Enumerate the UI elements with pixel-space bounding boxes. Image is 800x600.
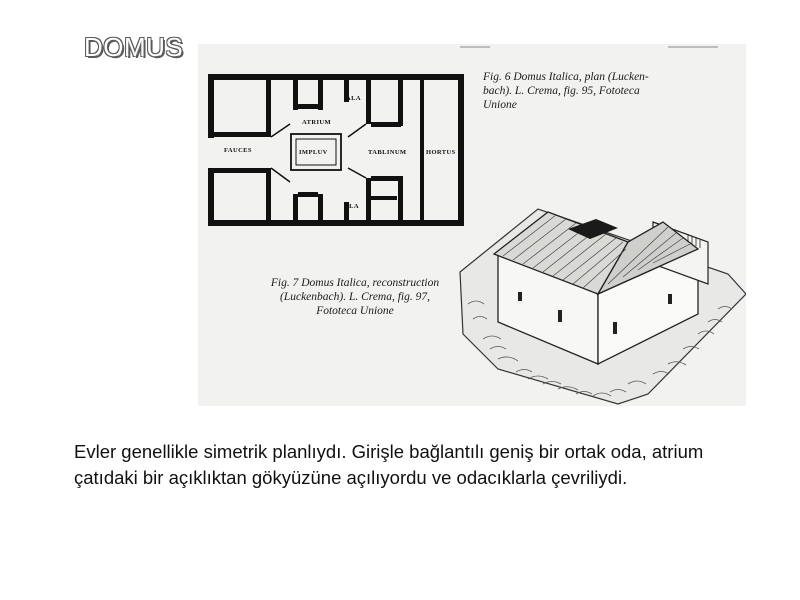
slide-body-text: Evler genellikle simetrik planlıydı. Girişle bağlantılı geniş bir ortak oda, atrium çatıdaki bir açıklıktan gökyüzüne açılıyordu ve odacıklarla çevriliydi. [74, 441, 704, 488]
plan-label-ala-bottom: ALA [344, 203, 359, 210]
plan-label-hortus: HORTUS [426, 149, 456, 156]
domus-figure-image [198, 44, 746, 406]
reconstruction-drawing [460, 209, 746, 404]
plan-label-ala-top: ALA [346, 95, 361, 102]
plan-label-impluv: IMPLUV [299, 149, 328, 156]
figure-7-caption: Fig. 7 Domus Italica, reconstruction (Luckenbach). L. Crema, fig. 97, Fototeca Unione [270, 277, 440, 317]
plan-label-fauces: FAUCES [224, 147, 252, 154]
plan-label-tablinum: TABLINUM [368, 149, 407, 156]
slide-title: DOMUS [84, 32, 184, 62]
plan-label-atrium: ATRIUM [302, 119, 331, 126]
figure-6-caption: Fig. 6 Domus Italica, plan (Lucken- bach). L. Crema, fig. 95, Fototeca Unione [483, 71, 649, 111]
